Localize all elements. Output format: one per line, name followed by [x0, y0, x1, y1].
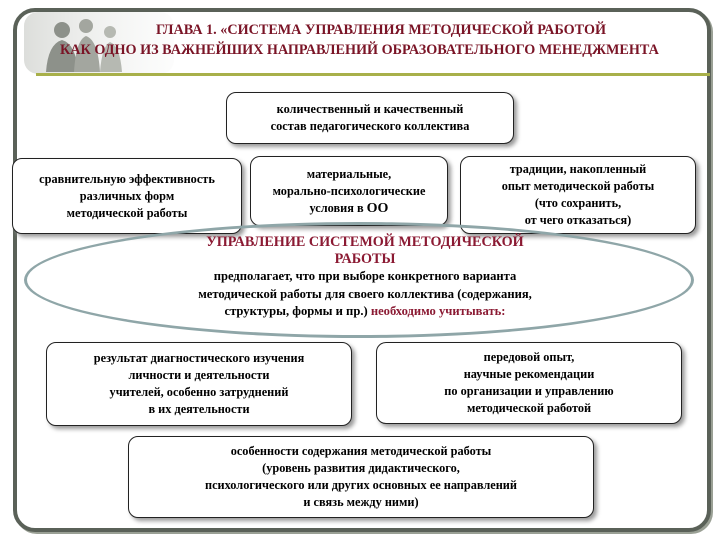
conditions-text: условия в — [309, 200, 367, 215]
box-text-line: количественный и качественный — [276, 102, 464, 116]
central-body-line: предполагает, что при выборе конкретного варианта — [213, 269, 517, 283]
box-text-line: передовой опыт, — [483, 350, 575, 364]
box-text-line: опыт методической работы — [501, 179, 655, 193]
central-heading-line: УПРАВЛЕНИЕ СИСТЕМОЙ МЕТОДИЧЕСКОЙ — [206, 234, 524, 250]
box-text-line: материальные, — [306, 166, 392, 181]
box-content-features — [128, 436, 594, 518]
box-text-line: научные рекомендации — [463, 367, 595, 381]
central-accent-text: необходимо учитывать: — [370, 304, 506, 318]
box-advanced-experience — [376, 342, 682, 424]
title-line-2: КАК ОДНО ИЗ ВАЖНЕЙШИХ НАПРАВЛЕНИЙ ОБРАЗОВАТЕЛЬНОГО МЕНЕДЖМЕНТА — [60, 42, 659, 58]
box-text-line: различных форм — [79, 188, 175, 203]
box-text-line: психологического или других основных ее направлений — [205, 478, 517, 492]
title-line-1: ГЛАВА 1. «СИСТЕМА УПРАВЛЕНИЯ МЕТОДИЧЕСКОЙ РАБОТОЙ — [156, 22, 607, 38]
box-text-line: учителей, особенно затруднений — [109, 385, 289, 399]
central-heading-line: РАБОТЫ — [334, 251, 396, 267]
box-text-line — [273, 200, 426, 217]
central-body-line: методической работы для своего коллектива (содержания, — [198, 286, 532, 301]
central-body-text: структуры, формы и пр.) — [224, 304, 371, 318]
box-traditions — [460, 156, 696, 234]
box-text-line: традиции, накопленный — [509, 162, 647, 176]
box-text-line: особенности содержания методической работы — [230, 444, 492, 458]
central-body-line — [120, 303, 610, 321]
box-text-line: по организации и управлению — [444, 384, 614, 398]
box-text-line: состав педагогического коллектива — [270, 119, 470, 133]
central-statement — [120, 234, 610, 321]
box-text-line: сравнительную эффективность — [39, 171, 215, 186]
box-text-line: (что сохранить, — [534, 196, 622, 210]
box-text-line: результат диагностического изучения — [93, 351, 305, 365]
page-title — [60, 20, 720, 60]
box-staff-composition — [226, 92, 514, 144]
title-underline — [36, 73, 710, 76]
box-text-line: в их деятельности — [148, 402, 250, 416]
box-text-line: (уровень развития дидактического, — [262, 461, 460, 475]
conditions-oo: ОО — [366, 200, 389, 216]
box-text-line: методической работы — [66, 205, 188, 220]
box-text-line: и связь между ними) — [303, 495, 419, 509]
box-text-line: личности и деятельности — [128, 368, 270, 382]
central-heading — [120, 234, 610, 268]
box-diagnostics — [46, 342, 352, 426]
box-form-effectiveness — [12, 158, 242, 234]
box-text-line: морально-психологические — [272, 183, 426, 198]
box-conditions — [250, 156, 448, 226]
box-text-line: от чего отказаться) — [524, 213, 632, 227]
box-text-line: методической работой — [466, 401, 592, 415]
